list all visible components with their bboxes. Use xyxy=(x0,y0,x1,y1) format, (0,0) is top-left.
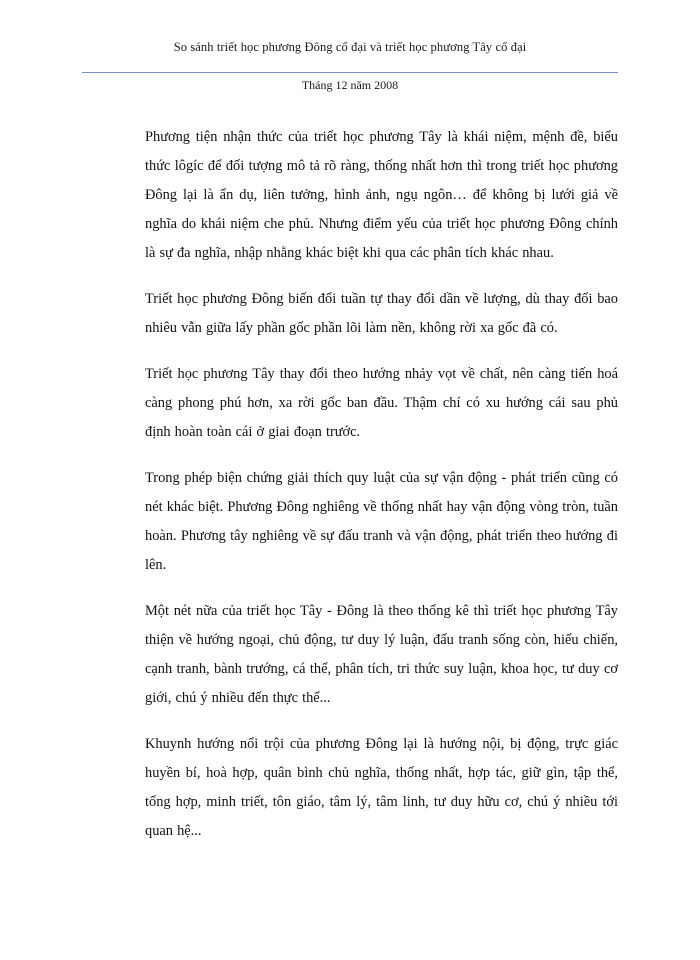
header-divider xyxy=(82,72,618,73)
paragraph-4: Trong phép biện chứng giải thích quy luật của sự vận động - phát triển cũng có nét khác biệt. Phương Đông nghiêng về thống nhất hay vận động vòng tròn, tuần hoàn. Phương tây nghiêng về sự đấu tranh và vận động, phát triển theo hướng đi lên. xyxy=(145,470,618,573)
paragraph-3: Triết học phương Tây thay đổi theo hướng nhảy vọt về chất, nên càng tiến hoá càng phong phú hơn, xa rời gốc ban đầu. Thậm chí có xu hướng cái sau phủ định hoàn toàn cái ở giai đoạn trước. xyxy=(145,366,618,440)
document-body xyxy=(145,123,618,863)
paragraph-6: Khuynh hướng nổi trội của phương Đông lại là hướng nội, bị động, trực giác huyền bí, hoà hợp, quân bình chủ nghĩa, thống nhất, hợp tác, giữ gìn, tập thể, tổng hợp, minh triết, tôn giáo, tâm lý, tâm linh, tư duy hữu cơ, chú ý nhiều tới quan hệ... xyxy=(145,736,618,839)
paragraph-5: Một nét nữa của triết học Tây - Đông là theo thống kê thì triết học phương Tây thiện về hướng ngoại, chủ động, tư duy lý luận, đấu tranh sống còn, hiếu chiến, cạnh tranh, bành trướng, cá thể, phân tích, tri thức suy luận, khoa học, tư duy cơ giới, chú ý nhiều đến thực thể... xyxy=(145,603,618,706)
page-header-title: So sánh triết học phương Đông cổ đại và triết học phương Tây cổ đại xyxy=(173,40,527,54)
page-header-date: Tháng 12 năm 2008 xyxy=(301,78,399,92)
paragraph-2: Triết học phương Đông biến đổi tuần tự thay đổi dần về lượng, dù thay đổi bao nhiêu vẫn giữa lấy phần gốc phần lõi làm nền, không rời xa gốc đã có. xyxy=(145,291,618,336)
paragraph-1: Phương tiện nhận thức của triết học phương Tây là khái niệm, mệnh đề, biểu thức lôgíc để đối tượng mô tả rõ ràng, thống nhất hơn thì trong triết học phương Đông lại là ẩn dụ, liên tưởng, hình ảnh, ngụ ngôn… để không bị lưới giả về nghĩa do khái niệm che phủ. Nhưng điểm yếu của triết học phương Đông chính là sự đa nghĩa, nhập nhằng khác biệt khi qua các phân tích khác nhau. xyxy=(145,129,618,261)
